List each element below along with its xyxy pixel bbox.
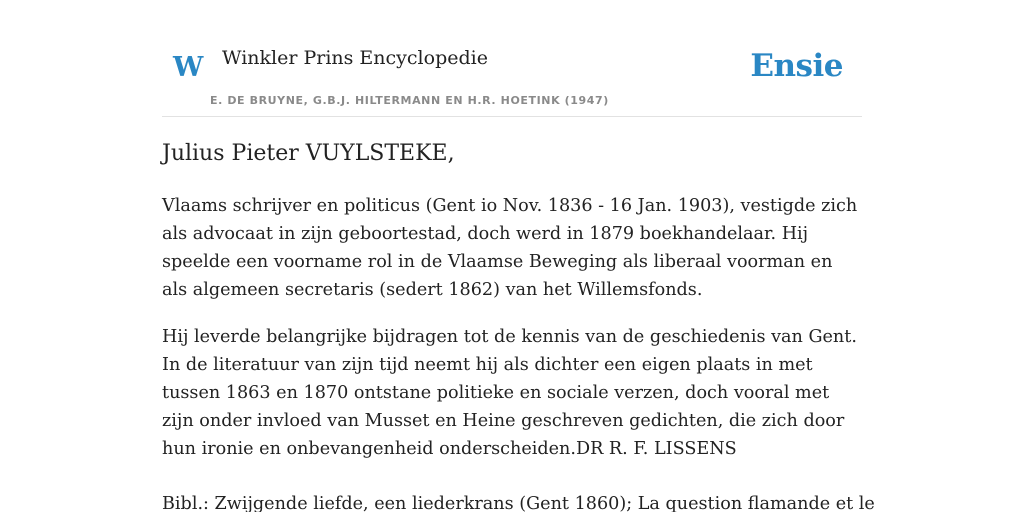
source-authors: E. DE BRUYNE, G.B.J. HILTERMANN EN H.R. HOETINK (1947) bbox=[210, 94, 609, 107]
article-paragraph: Vlaams schrijver en politicus (Gent io Nov. 1836 - 16 Jan. 1903), vestigde zich als advocaat in zijn geboortestad, doch werd in 1879 boekhandelaar. Hij speelde een voorname rol in de Vlaamse Beweging als liberaal voorman en als algemeen secretaris (sedert 1862) van het Willemsfonds. bbox=[162, 196, 858, 300]
ensie-logo[interactable]: Ensie bbox=[750, 48, 843, 84]
source-title-link[interactable]: Winkler Prins Encyclopedie bbox=[222, 47, 488, 69]
source-header bbox=[162, 0, 862, 117]
source-logo-icon[interactable]: W bbox=[173, 52, 204, 83]
bibliography-paragraph: Bibl.: Zwijgende liefde, een liederkrans (Gent 1860); La question flamande et le bbox=[162, 494, 875, 512]
entry-title: Julius Pieter VUYLSTEKE, bbox=[162, 141, 455, 166]
page-container bbox=[162, 0, 875, 512]
article-paragraph: Hij leverde belangrijke bijdragen tot de kennis van de geschiedenis van Gent. In de literatuur van zijn tijd neemt hij als dichter een eigen plaats in met tussen 1863 en 1870 ontstane politieke en sociale verzen, doch vooral met zijn onder invloed van Musset en Heine geschreven gedichten, die zich door hun ironie en onbevangenheid onderscheiden.DR R. F. LISSENS bbox=[162, 327, 857, 459]
